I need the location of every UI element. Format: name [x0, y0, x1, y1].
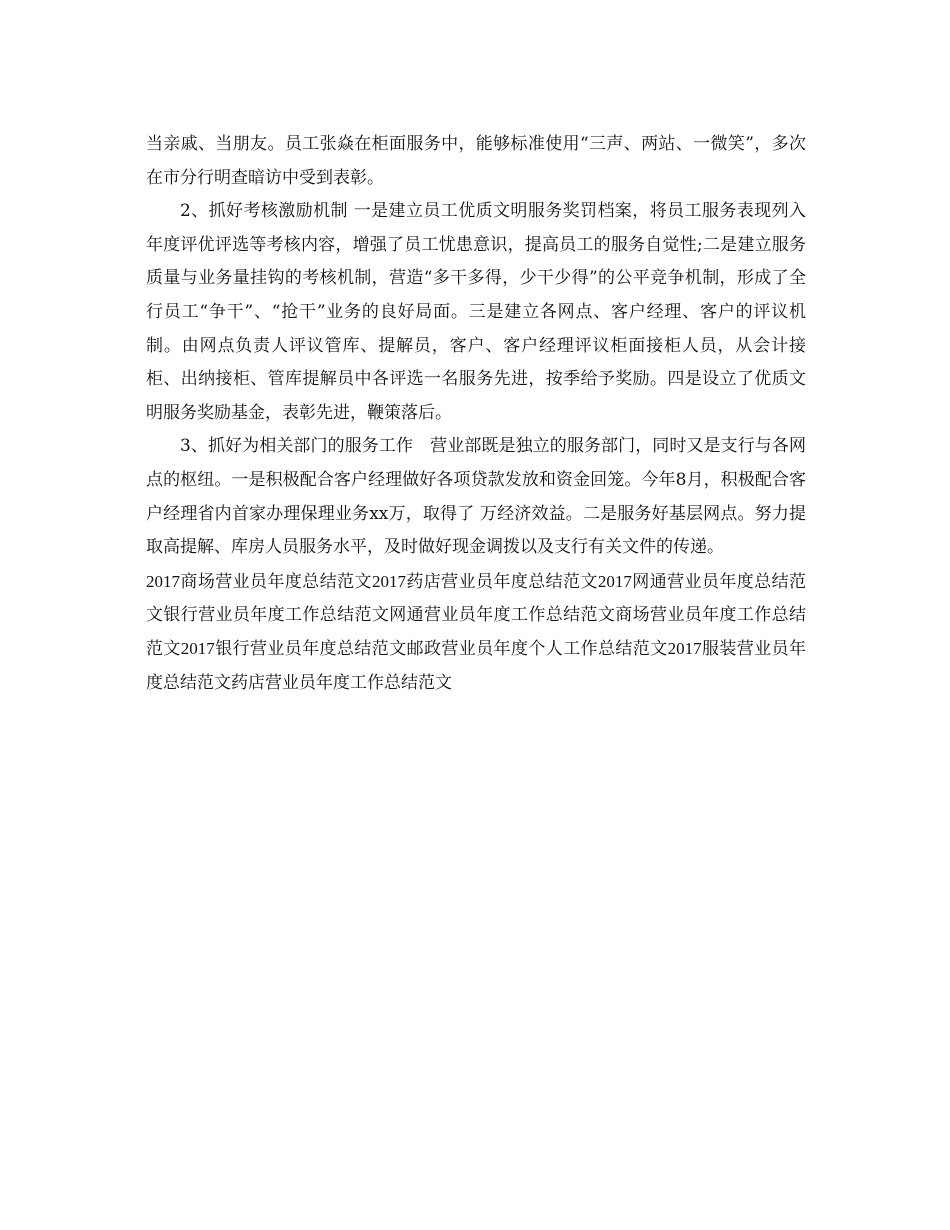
paragraph-assessment-incentive: 2、抓好考核激励机制 一是建立员工优质文明服务奖罚档案，将员工服务表现列入年度评优评选等考核内容，增强了员工忧患意识，提高员工的服务自觉性;二是建立服务质量与业务量挂钩的考核机制，营造“多干多得，少干少得”的公平竞争机制，形成了全行员工“争干”、“抢干”业务的良好局面。三是建立各网点、客户经理、客户的评议机制。由网点负责人评议管库、提解员，客户、客户经理评议柜面接柜人员，从会计接柜、出纳接柜、管库提解员中各评选一名服务先进，按季给予奖励。四是设立了优质文明服务奖励基金，表彰先进，鞭策落后。: [146, 201, 806, 423]
document-body: [146, 128, 806, 699]
related-articles-list: 2017商场营业员年度总结范文2017药店营业员年度总结范文2017网通营业员年度总结范文银行营业员年度工作总结范文网通营业员年度工作总结范文商场营业员年度工作总结范文2017银行营业员年度总结范文邮政营业员年度个人工作总结范文2017服装营业员年度总结范文药店营业员年度工作总结范文: [146, 571, 806, 692]
paragraph-department-service: 3、抓好为相关部门的服务工作 营业部既是独立的服务部门，同时又是支行与各网点的枢纽。一是积极配合客户经理做好各项贷款发放和资金回笼。今年8月，积极配合客户经理省内首家办理保理业务xx万，取得了 万经济效益。二是服务好基层网点。努力提取高提解、库房人员服务水平，及时做好现金调拨以及支行有关文件的传递。: [146, 436, 806, 558]
paragraph-intro-continuation: 当亲戚、当朋友。员工张焱在柜面服务中，能够标准使用“三声、两站、一微笑”，多次在市分行明查暗访中受到表彰。: [146, 134, 806, 188]
